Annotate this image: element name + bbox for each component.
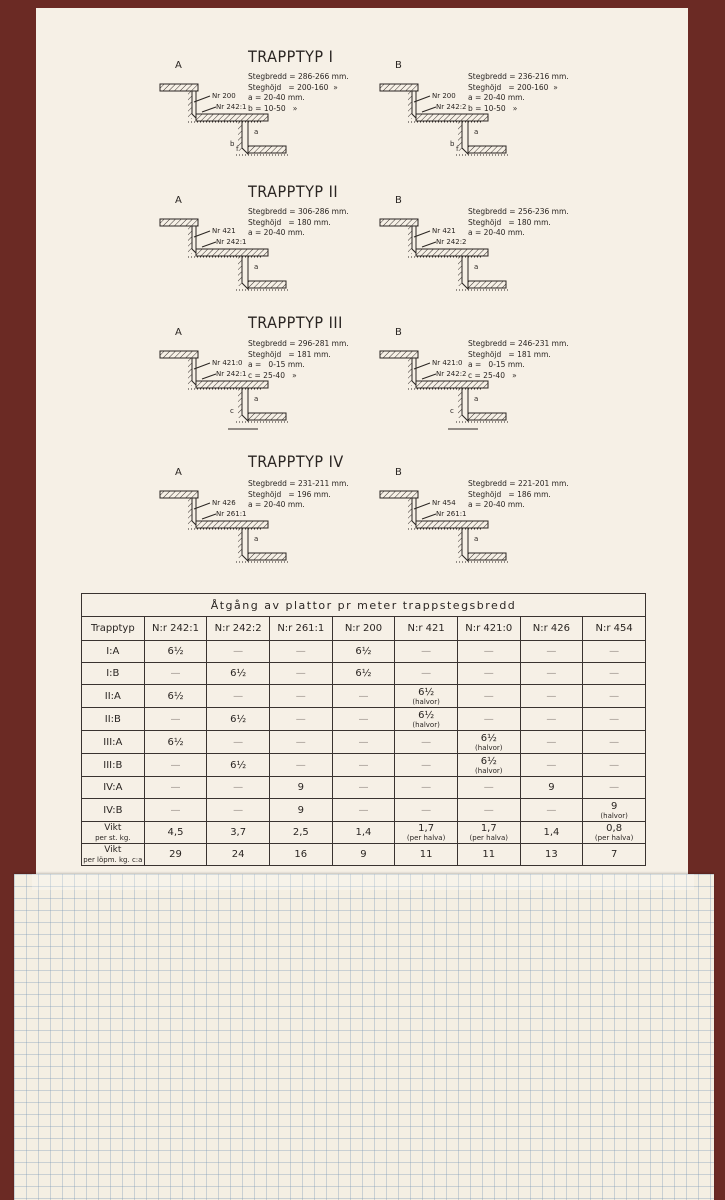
stair-section-drawing bbox=[158, 323, 293, 435]
table-row bbox=[82, 685, 646, 708]
part-label: Nr 242:1 bbox=[216, 238, 247, 246]
table-cell: 9 bbox=[520, 777, 583, 799]
table-cell: — bbox=[395, 731, 458, 754]
weight-value: 24 bbox=[207, 844, 270, 866]
type-title: TRAPPTYP IV bbox=[248, 452, 344, 471]
dimension-label: a bbox=[474, 263, 479, 271]
weight-label: Vikt per löpm. kg. c:a bbox=[83, 844, 143, 864]
table-cell: — bbox=[583, 663, 646, 685]
column-header: N:r 261:1 bbox=[269, 617, 332, 641]
table-cell: — bbox=[520, 663, 583, 685]
weight-value: 1,4 bbox=[520, 822, 583, 844]
table-cell: 6½ bbox=[144, 731, 207, 754]
weight-value: 16 bbox=[269, 844, 332, 866]
table-cell: — bbox=[332, 777, 395, 799]
table-cell: — bbox=[520, 641, 583, 663]
stair-specifications: Stegbredd = 246-231 mm. Steghöjd = 181 mm. a = 0-15 mm. c = 25-40 » bbox=[468, 339, 569, 380]
column-header: N:r 421 bbox=[395, 617, 458, 641]
variant-letter: B bbox=[395, 327, 402, 338]
dimension-label: c bbox=[450, 407, 454, 415]
table-cell: — bbox=[583, 685, 646, 708]
weight-row bbox=[82, 844, 646, 866]
table-body bbox=[82, 641, 646, 866]
table-cell: — bbox=[395, 777, 458, 799]
stair-section-drawing bbox=[378, 191, 513, 303]
table-cell: III:B bbox=[82, 754, 145, 777]
variant-letter: A bbox=[175, 60, 182, 71]
consumption-table bbox=[81, 593, 646, 866]
part-label: Nr 200 bbox=[432, 92, 456, 100]
stair-specifications: Stegbredd = 256-236 mm. Steghöjd = 180 mm. a = 20-40 mm. bbox=[468, 207, 569, 237]
table-row bbox=[82, 799, 646, 822]
table-cell: 9 bbox=[269, 777, 332, 799]
dimension-label: b bbox=[230, 140, 235, 148]
table-cell: — bbox=[332, 731, 395, 754]
table-cell: — bbox=[520, 685, 583, 708]
table-cell: II:B bbox=[82, 708, 145, 731]
dimension-label: a bbox=[254, 395, 259, 403]
variant-letter: A bbox=[175, 467, 182, 478]
part-label: Nr 242:2 bbox=[436, 238, 467, 246]
table-cell: — bbox=[583, 754, 646, 777]
table-cell: — bbox=[207, 799, 270, 822]
dimension-label: a bbox=[474, 128, 479, 136]
weight-row bbox=[82, 822, 646, 844]
table-row bbox=[82, 754, 646, 777]
table-cell: — bbox=[207, 641, 270, 663]
table-cell: 6½ bbox=[207, 663, 270, 685]
weight-label: Vikt per st. kg. bbox=[82, 822, 145, 844]
part-label: Nr 261:1 bbox=[436, 510, 467, 518]
table-cell: — bbox=[520, 731, 583, 754]
table-cell: — bbox=[144, 663, 207, 685]
table-caption: Åtgång av plattor pr meter trappstegsbredd bbox=[82, 594, 646, 617]
part-label: Nr 242:1 bbox=[216, 103, 247, 111]
table-cell: — bbox=[395, 799, 458, 822]
table-cell: 9 bbox=[269, 799, 332, 822]
type-title: TRAPPTYP II bbox=[248, 182, 339, 201]
table-row bbox=[82, 641, 646, 663]
table-cell: — bbox=[207, 777, 270, 799]
variant-letter: A bbox=[175, 327, 182, 338]
weight-value: 1,4 bbox=[332, 822, 395, 844]
table-cell: 6½ (halvor) bbox=[457, 754, 520, 777]
table-cell: — bbox=[457, 799, 520, 822]
table-cell: 6½ (halvor) bbox=[457, 731, 520, 754]
weight-value: 1,7 (per halva) bbox=[395, 822, 458, 844]
part-label: Nr 421:0 bbox=[212, 359, 243, 367]
variant-letter: B bbox=[395, 195, 402, 206]
stair-specifications: Stegbredd = 221-201 mm. Steghöjd = 186 mm. a = 20-40 mm. bbox=[468, 479, 569, 509]
table-cell: 9 (halvor) bbox=[583, 799, 646, 822]
part-label: Nr 242:2 bbox=[436, 103, 467, 111]
table-cell: — bbox=[457, 777, 520, 799]
table-row bbox=[82, 708, 646, 731]
table-cell: — bbox=[332, 685, 395, 708]
weight-value: 11 bbox=[457, 844, 520, 866]
variant-letter: B bbox=[395, 60, 402, 71]
weight-value: 0,8 (per halva) bbox=[583, 822, 646, 844]
dimension-label: a bbox=[254, 263, 259, 271]
weight-value: 13 bbox=[520, 844, 583, 866]
part-label: Nr 242:2 bbox=[436, 370, 467, 378]
table-cell: — bbox=[269, 708, 332, 731]
stair-specifications: Stegbredd = 286-266 mm. Steghöjd = 200-160 » a = 20-40 mm. b = 10-50 » bbox=[248, 72, 349, 113]
part-label: Nr 242:1 bbox=[216, 370, 247, 378]
table-cell: — bbox=[395, 663, 458, 685]
table-cell: I:A bbox=[82, 641, 145, 663]
stair-section-drawing bbox=[378, 463, 513, 575]
table-cell: — bbox=[457, 708, 520, 731]
table-header-row bbox=[82, 617, 646, 641]
stair-section-drawing bbox=[158, 463, 293, 575]
weight-value: 7 bbox=[583, 844, 646, 866]
part-label: Nr 421 bbox=[212, 227, 236, 235]
table-cell: — bbox=[269, 685, 332, 708]
weight-value: 4,5 bbox=[144, 822, 207, 844]
stair-section-drawing bbox=[378, 323, 513, 435]
variant-letter: A bbox=[175, 195, 182, 206]
table-cell: 6½ bbox=[332, 641, 395, 663]
table-cell: — bbox=[583, 708, 646, 731]
weight-value: 29 bbox=[144, 844, 207, 866]
dimension-label: a bbox=[254, 128, 259, 136]
stair-section-drawing bbox=[158, 191, 293, 303]
stair-section-drawing bbox=[378, 56, 513, 168]
dimension-label: a bbox=[254, 535, 259, 543]
weight-value: 2,5 bbox=[269, 822, 332, 844]
column-header: N:r 242:1 bbox=[144, 617, 207, 641]
table-cell: — bbox=[520, 754, 583, 777]
column-header: Trapptyp bbox=[82, 617, 145, 641]
table-cell: — bbox=[144, 754, 207, 777]
table-cell: 6½ bbox=[332, 663, 395, 685]
dimension-label: a bbox=[474, 535, 479, 543]
table-cell: — bbox=[395, 754, 458, 777]
column-header: N:r 200 bbox=[332, 617, 395, 641]
part-label: Nr 454 bbox=[432, 499, 456, 507]
table-cell: — bbox=[583, 641, 646, 663]
table-cell: — bbox=[144, 708, 207, 731]
stair-section-drawing bbox=[158, 56, 293, 168]
part-label: Nr 421:0 bbox=[432, 359, 463, 367]
table-row bbox=[82, 731, 646, 754]
weight-value: 11 bbox=[395, 844, 458, 866]
column-header: N:r 242:2 bbox=[207, 617, 270, 641]
table-cell: 6½ bbox=[144, 641, 207, 663]
dimension-label: c bbox=[230, 407, 234, 415]
table-cell: 6½ bbox=[207, 708, 270, 731]
weight-value: 1,7 (per halva) bbox=[457, 822, 520, 844]
graph-paper-sheet bbox=[14, 874, 714, 1200]
dimension-label: f bbox=[236, 145, 239, 153]
column-header: N:r 454 bbox=[583, 617, 646, 641]
table-cell: 6½ bbox=[144, 685, 207, 708]
table-cell: — bbox=[332, 754, 395, 777]
column-header: N:r 426 bbox=[520, 617, 583, 641]
dimension-label: f bbox=[456, 145, 459, 153]
table-cell: 6½ (halvor) bbox=[395, 685, 458, 708]
table-cell: — bbox=[269, 663, 332, 685]
table-row bbox=[82, 777, 646, 799]
table-cell: — bbox=[583, 777, 646, 799]
type-title: TRAPPTYP I bbox=[248, 47, 334, 66]
table-cell: III:A bbox=[82, 731, 145, 754]
part-label: Nr 261:1 bbox=[216, 510, 247, 518]
part-label: Nr 421 bbox=[432, 227, 456, 235]
weight-value: 9 bbox=[332, 844, 395, 866]
table-cell: — bbox=[207, 685, 270, 708]
table-cell: I:B bbox=[82, 663, 145, 685]
table-cell: — bbox=[144, 777, 207, 799]
table-cell: — bbox=[269, 754, 332, 777]
weight-value: 3,7 bbox=[207, 822, 270, 844]
table-cell: IV:A bbox=[82, 777, 145, 799]
part-label: Nr 426 bbox=[212, 499, 236, 507]
stair-specifications: Stegbredd = 296-281 mm. Steghöjd = 181 mm. a = 0-15 mm. c = 25-40 » bbox=[248, 339, 349, 380]
table-cell: — bbox=[457, 641, 520, 663]
table-cell: — bbox=[207, 731, 270, 754]
table-cell: — bbox=[332, 708, 395, 731]
table-cell: — bbox=[583, 731, 646, 754]
table-cell: — bbox=[144, 799, 207, 822]
dimension-label: a bbox=[474, 395, 479, 403]
stair-specifications: Stegbredd = 236-216 mm. Steghöjd = 200-160 » a = 20-40 mm. b = 10-50 » bbox=[468, 72, 569, 113]
table-cell: — bbox=[520, 708, 583, 731]
table-cell: 6½ (halvor) bbox=[395, 708, 458, 731]
stair-specifications: Stegbredd = 306-286 mm. Steghöjd = 180 mm. a = 20-40 mm. bbox=[248, 207, 349, 237]
table-cell: 6½ bbox=[207, 754, 270, 777]
table-cell: — bbox=[520, 799, 583, 822]
column-header: N:r 421:0 bbox=[457, 617, 520, 641]
table-cell: — bbox=[457, 663, 520, 685]
part-label: Nr 200 bbox=[212, 92, 236, 100]
table-cell: — bbox=[395, 641, 458, 663]
table-cell: — bbox=[269, 731, 332, 754]
table-cell: II:A bbox=[82, 685, 145, 708]
variant-letter: B bbox=[395, 467, 402, 478]
table-cell: — bbox=[457, 685, 520, 708]
stair-specifications: Stegbredd = 231-211 mm. Steghöjd = 196 mm. a = 20-40 mm. bbox=[248, 479, 349, 509]
table-row bbox=[82, 663, 646, 685]
table-cell: — bbox=[332, 799, 395, 822]
type-title: TRAPPTYP III bbox=[248, 313, 343, 332]
table-cell: — bbox=[269, 641, 332, 663]
table-cell: IV:B bbox=[82, 799, 145, 822]
dimension-label: b bbox=[450, 140, 455, 148]
